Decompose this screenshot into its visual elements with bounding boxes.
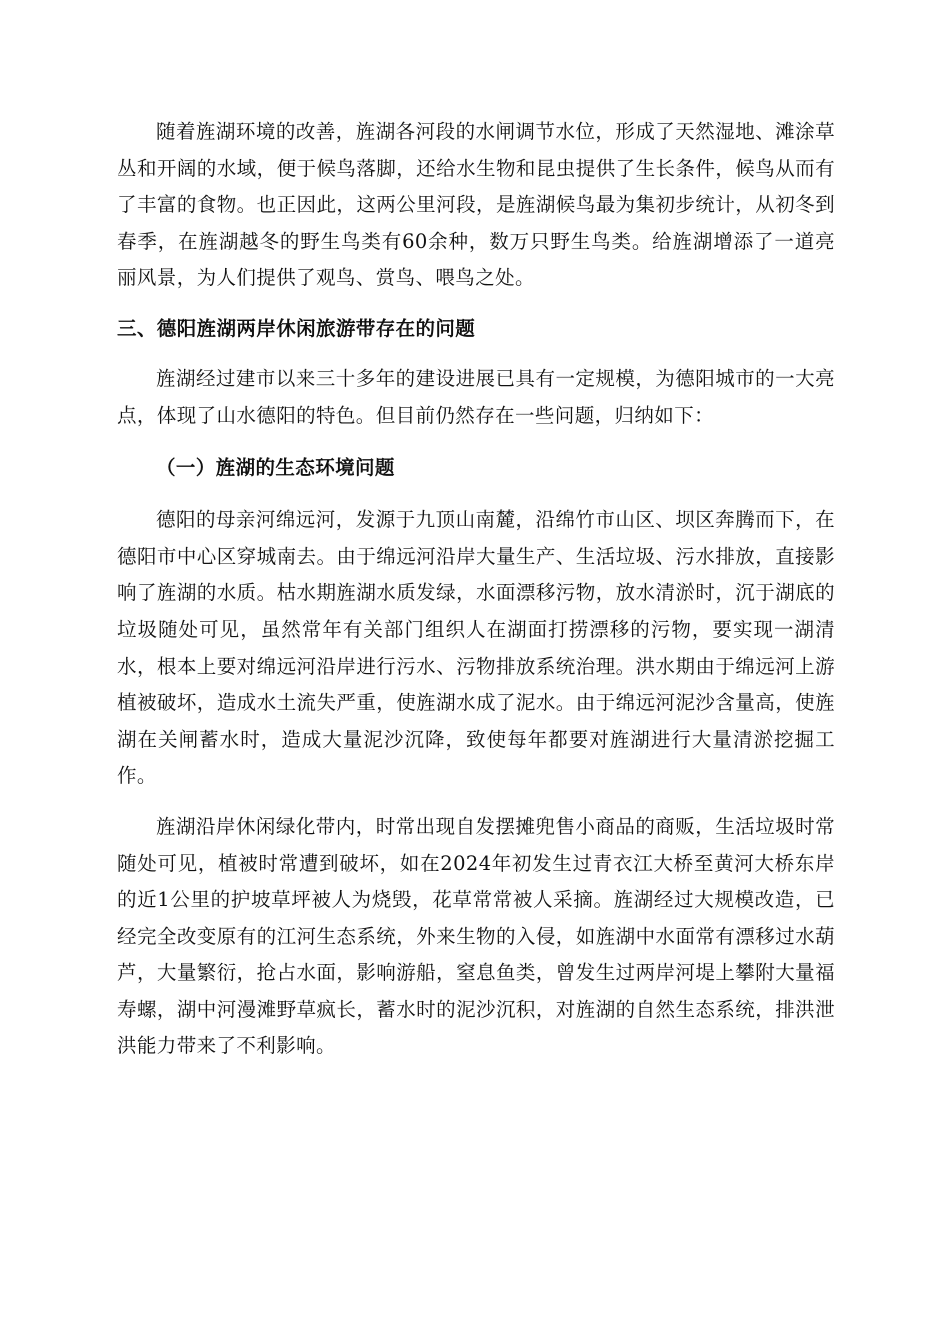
paragraph-mianyuan-river: 德阳的母亲河绵远河，发源于九顶山南麓，沿绵竹市山区、坝区奔腾而下，在德阳市中心区穿城南去。由于绵远河沿岸大量生产、生活垃圾、污水排放，直接影响了旌湖的水质。枯水期旌湖水质发绿，水面漂移污物，放水清淤时，沉于湖底的垃圾随处可见，虽然常年有关部门组织人在湖面打捞漂移的污物，要实现一湖清水，根本上要对绵远河沿岸进行污水、污物排放系统治理。洪水期由于绵远河上游植被破坏，造成水土流失严重，使旌湖水成了泥水。由于绵远河泥沙含量高，使旌湖在关闸蓄水时，造成大量泥沙沉降，致使每年都要对旌湖进行大量清淤挖掘工作。 [117,508,835,788]
paragraph-migratory-birds: 随着旌湖环境的改善，旌湖各河段的水闸调节水位，形成了天然湿地、滩涂草丛和开阔的水域，便于候鸟落脚，还给水生物和昆虫提供了生长条件，候鸟从而有了丰富的食物。也正因此，这两公里河段，是旌湖候鸟最为集初步统计，从初冬到春季，在旌湖越冬的野生鸟类有60余种，数万只野生鸟类。给旌湖增添了一道亮丽风景，为人们提供了观鸟、赏鸟、喂鸟之处。 [117,120,835,290]
document-page [117,114,835,1065]
paragraph-problems-intro: 旌湖经过建市以来三十多年的建设进展已具有一定规模，为德阳城市的一大亮点，体现了山水德阳的特色。但目前仍然存在一些问题，归纳如下： [117,366,835,427]
section-3-heading: 三、德阳旌湖两岸休闲旅游带存在的问题 [117,316,476,340]
paragraph-greenbelt-issues: 旌湖沿岸休闲绿化带内，时常出现自发摆摊兜售小商品的商贩，生活垃圾时常随处可见，植被时常遭到破坏，如在2024年初发生过青衣江大桥至黄河大桥东岸的近1公里的护坡草坪被人为烧毁，花草常常被人采摘。旌湖经过大规模改造，已经完全改变原有的江河生态系统，外来生物的入侵，如旌湖中水面常有漂移过水葫芦，大量繁衍，抢占水面，影响游船，窒息鱼类，曾发生过两岸河堤上攀附大量福寿螺，湖中河漫滩野草疯长，蓄水时的泥沙沉积，对旌湖的自然生态系统，排洪泄洪能力带来了不利影响。 [117,814,835,1058]
subsection-1-heading: （一）旌湖的生态环境问题 [156,456,395,480]
